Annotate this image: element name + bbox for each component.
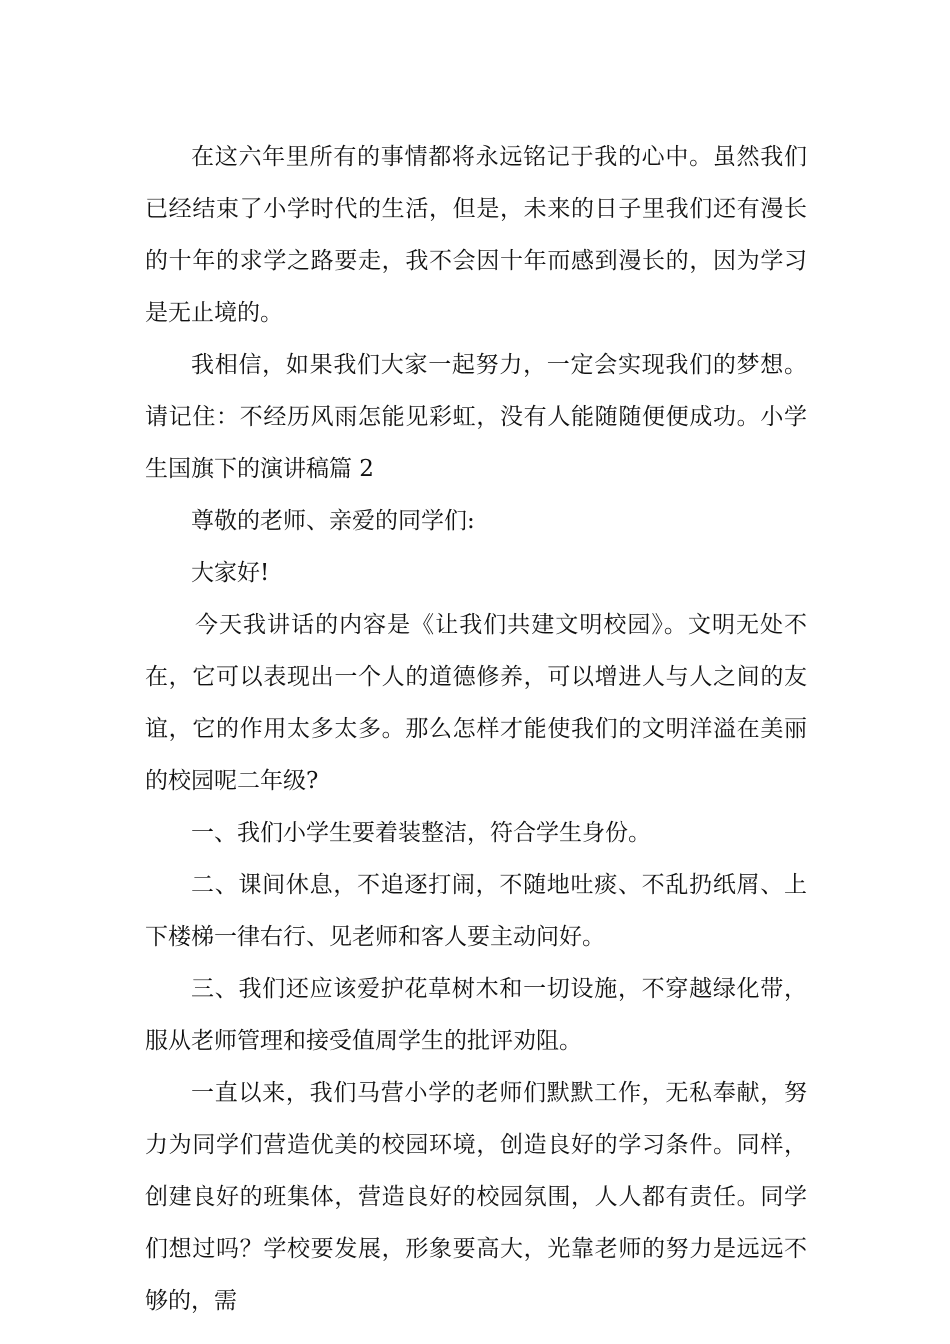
list-item: 三、我们还应该爱护花草树木和一切设施，不穿越绿化带，服从老师管理和接受值周学生的批评劝阻。	[145, 976, 807, 1054]
greeting: 大家好!	[191, 560, 270, 586]
list-item: 二、课间休息，不追逐打闹，不随地吐痰、不乱扔纸屑、上下楼梯一律右行、见老师和客人要主动问好。	[145, 872, 807, 950]
paragraph: 在这六年里所有的事情都将永远铭记于我的心中。虽然我们已经结束了小学时代的生活，但是，未来的日子里我们还有漫长的十年的求学之路要走，我不会因十年而感到漫长的，因为学习是无止境的。	[145, 144, 807, 326]
paragraph: 今天我讲话的内容是《让我们共建文明校园》。文明无处不在，它可以表现出一个人的道德修养，可以增进人与人之间的友谊，它的作用太多太多。那么怎样才能使我们的文明洋溢在美丽的校园呢二年级?	[145, 612, 807, 794]
paragraph: 一直以来，我们马营小学的老师们默默工作，无私奉献，努力为同学们营造优美的校园环境，创造良好的学习条件。同样，创建良好的班集体，营造良好的校园氛围，人人都有责任。同学们想过吗？学校要发展，形象要高大，光靠老师的努力是远远不够的，需	[145, 1080, 807, 1314]
list-item: 一、我们小学生要着装整洁，符合学生身份。	[191, 820, 651, 846]
salutation: 尊敬的老师、亲爱的同学们:	[191, 508, 475, 534]
paragraph: 我相信，如果我们大家一起努力，一定会实现我们的梦想。请记住：不经历风雨怎能见彩虹，没有人能随随便便成功。小学生国旗下的演讲稿篇 2	[145, 352, 807, 482]
document-body	[145, 131, 807, 1327]
